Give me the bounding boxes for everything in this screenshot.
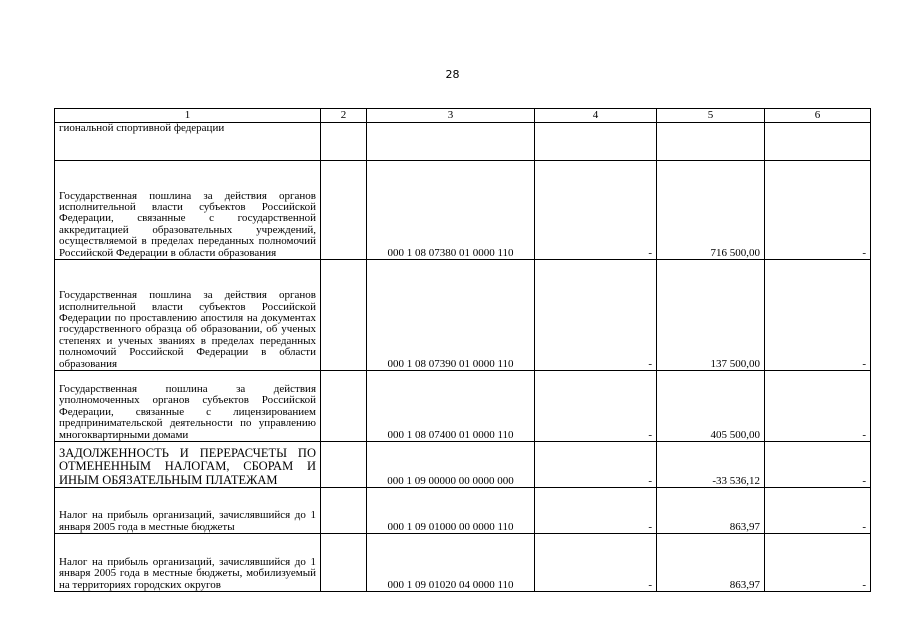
column-number-2: 2 <box>321 109 367 123</box>
code-cell: 000 1 09 01020 04 0000 110 <box>367 534 535 592</box>
row-name: Налог на прибыль организаций, зачислявшийся до 1 января 2005 года в местные бюджеты, мобилизуемый на территориях городских округов <box>55 534 321 592</box>
col6-cell: - <box>765 488 871 534</box>
table-row <box>55 161 871 260</box>
table-row <box>55 123 871 161</box>
col5-cell: -33 536,12 <box>657 442 765 488</box>
row-name: Государственная пошлина за действия органов исполнительной власти субъектов Российской Федерации по проставлению апостиля на документах государственного образца об образовании, об ученых степенях и ученых званиях в пределах переданных полномочий Российской Федерации в области образования <box>55 260 321 371</box>
col6-cell: - <box>765 371 871 442</box>
column-number-row <box>55 109 871 123</box>
code-cell: 000 1 08 07390 01 0000 110 <box>367 260 535 371</box>
table-row <box>55 534 871 592</box>
col6-cell: - <box>765 442 871 488</box>
col4-cell: - <box>535 161 657 260</box>
table-row <box>55 442 871 488</box>
col5-cell: 716 500,00 <box>657 161 765 260</box>
row-name: Государственная пошлина за действия уполномоченных органов субъектов Российской Федерации, связанные с лицензированием предпринимательской деятельности по управлению многоквартирными домами <box>55 371 321 442</box>
table-row <box>55 371 871 442</box>
row-name: гиональной спортивной федерации <box>55 123 321 161</box>
col2-cell <box>321 123 367 161</box>
column-number-6: 6 <box>765 109 871 123</box>
row-name: ЗАДОЛЖЕННОСТЬ И ПЕРЕРАСЧЕТЫ ПО ОТМЕНЕННЫМ НАЛОГАМ, СБОРАМ И ИНЫМ ОБЯЗАТЕЛЬНЫМ ПЛАТЕЖАМ <box>55 442 321 488</box>
code-cell: 000 1 09 01000 00 0000 110 <box>367 488 535 534</box>
page-number: 28 <box>445 68 460 81</box>
column-number-3: 3 <box>367 109 535 123</box>
column-number-4: 4 <box>535 109 657 123</box>
column-number-1: 1 <box>55 109 321 123</box>
col4-cell: - <box>535 371 657 442</box>
col4-cell: - <box>535 260 657 371</box>
col4-cell: - <box>535 534 657 592</box>
col6-cell: - <box>765 161 871 260</box>
col5-cell: 137 500,00 <box>657 260 765 371</box>
col4-cell: - <box>535 442 657 488</box>
col4-cell <box>535 123 657 161</box>
col2-cell <box>321 371 367 442</box>
col2-cell <box>321 442 367 488</box>
code-cell <box>367 123 535 161</box>
code-cell: 000 1 08 07380 01 0000 110 <box>367 161 535 260</box>
code-cell: 000 1 08 07400 01 0000 110 <box>367 371 535 442</box>
table-row <box>55 488 871 534</box>
budget-table <box>54 108 871 592</box>
col5-cell <box>657 123 765 161</box>
col2-cell <box>321 534 367 592</box>
row-name: Государственная пошлина за действия органов исполнительной власти субъектов Российской Федерации, связанные с государственной аккредитацией образовательных учреждений, осуществляемой в пределах переданных полномочий Российской Федерации в области образования <box>55 161 321 260</box>
table-row <box>55 260 871 371</box>
col4-cell: - <box>535 488 657 534</box>
col6-cell: - <box>765 260 871 371</box>
col5-cell: 863,97 <box>657 488 765 534</box>
row-name: Налог на прибыль организаций, зачислявшийся до 1 января 2005 года в местные бюджеты <box>55 488 321 534</box>
col5-cell: 863,97 <box>657 534 765 592</box>
column-number-5: 5 <box>657 109 765 123</box>
col2-cell <box>321 161 367 260</box>
col6-cell: - <box>765 534 871 592</box>
col6-cell <box>765 123 871 161</box>
col2-cell <box>321 488 367 534</box>
code-cell: 000 1 09 00000 00 0000 000 <box>367 442 535 488</box>
col2-cell <box>321 260 367 371</box>
col5-cell: 405 500,00 <box>657 371 765 442</box>
